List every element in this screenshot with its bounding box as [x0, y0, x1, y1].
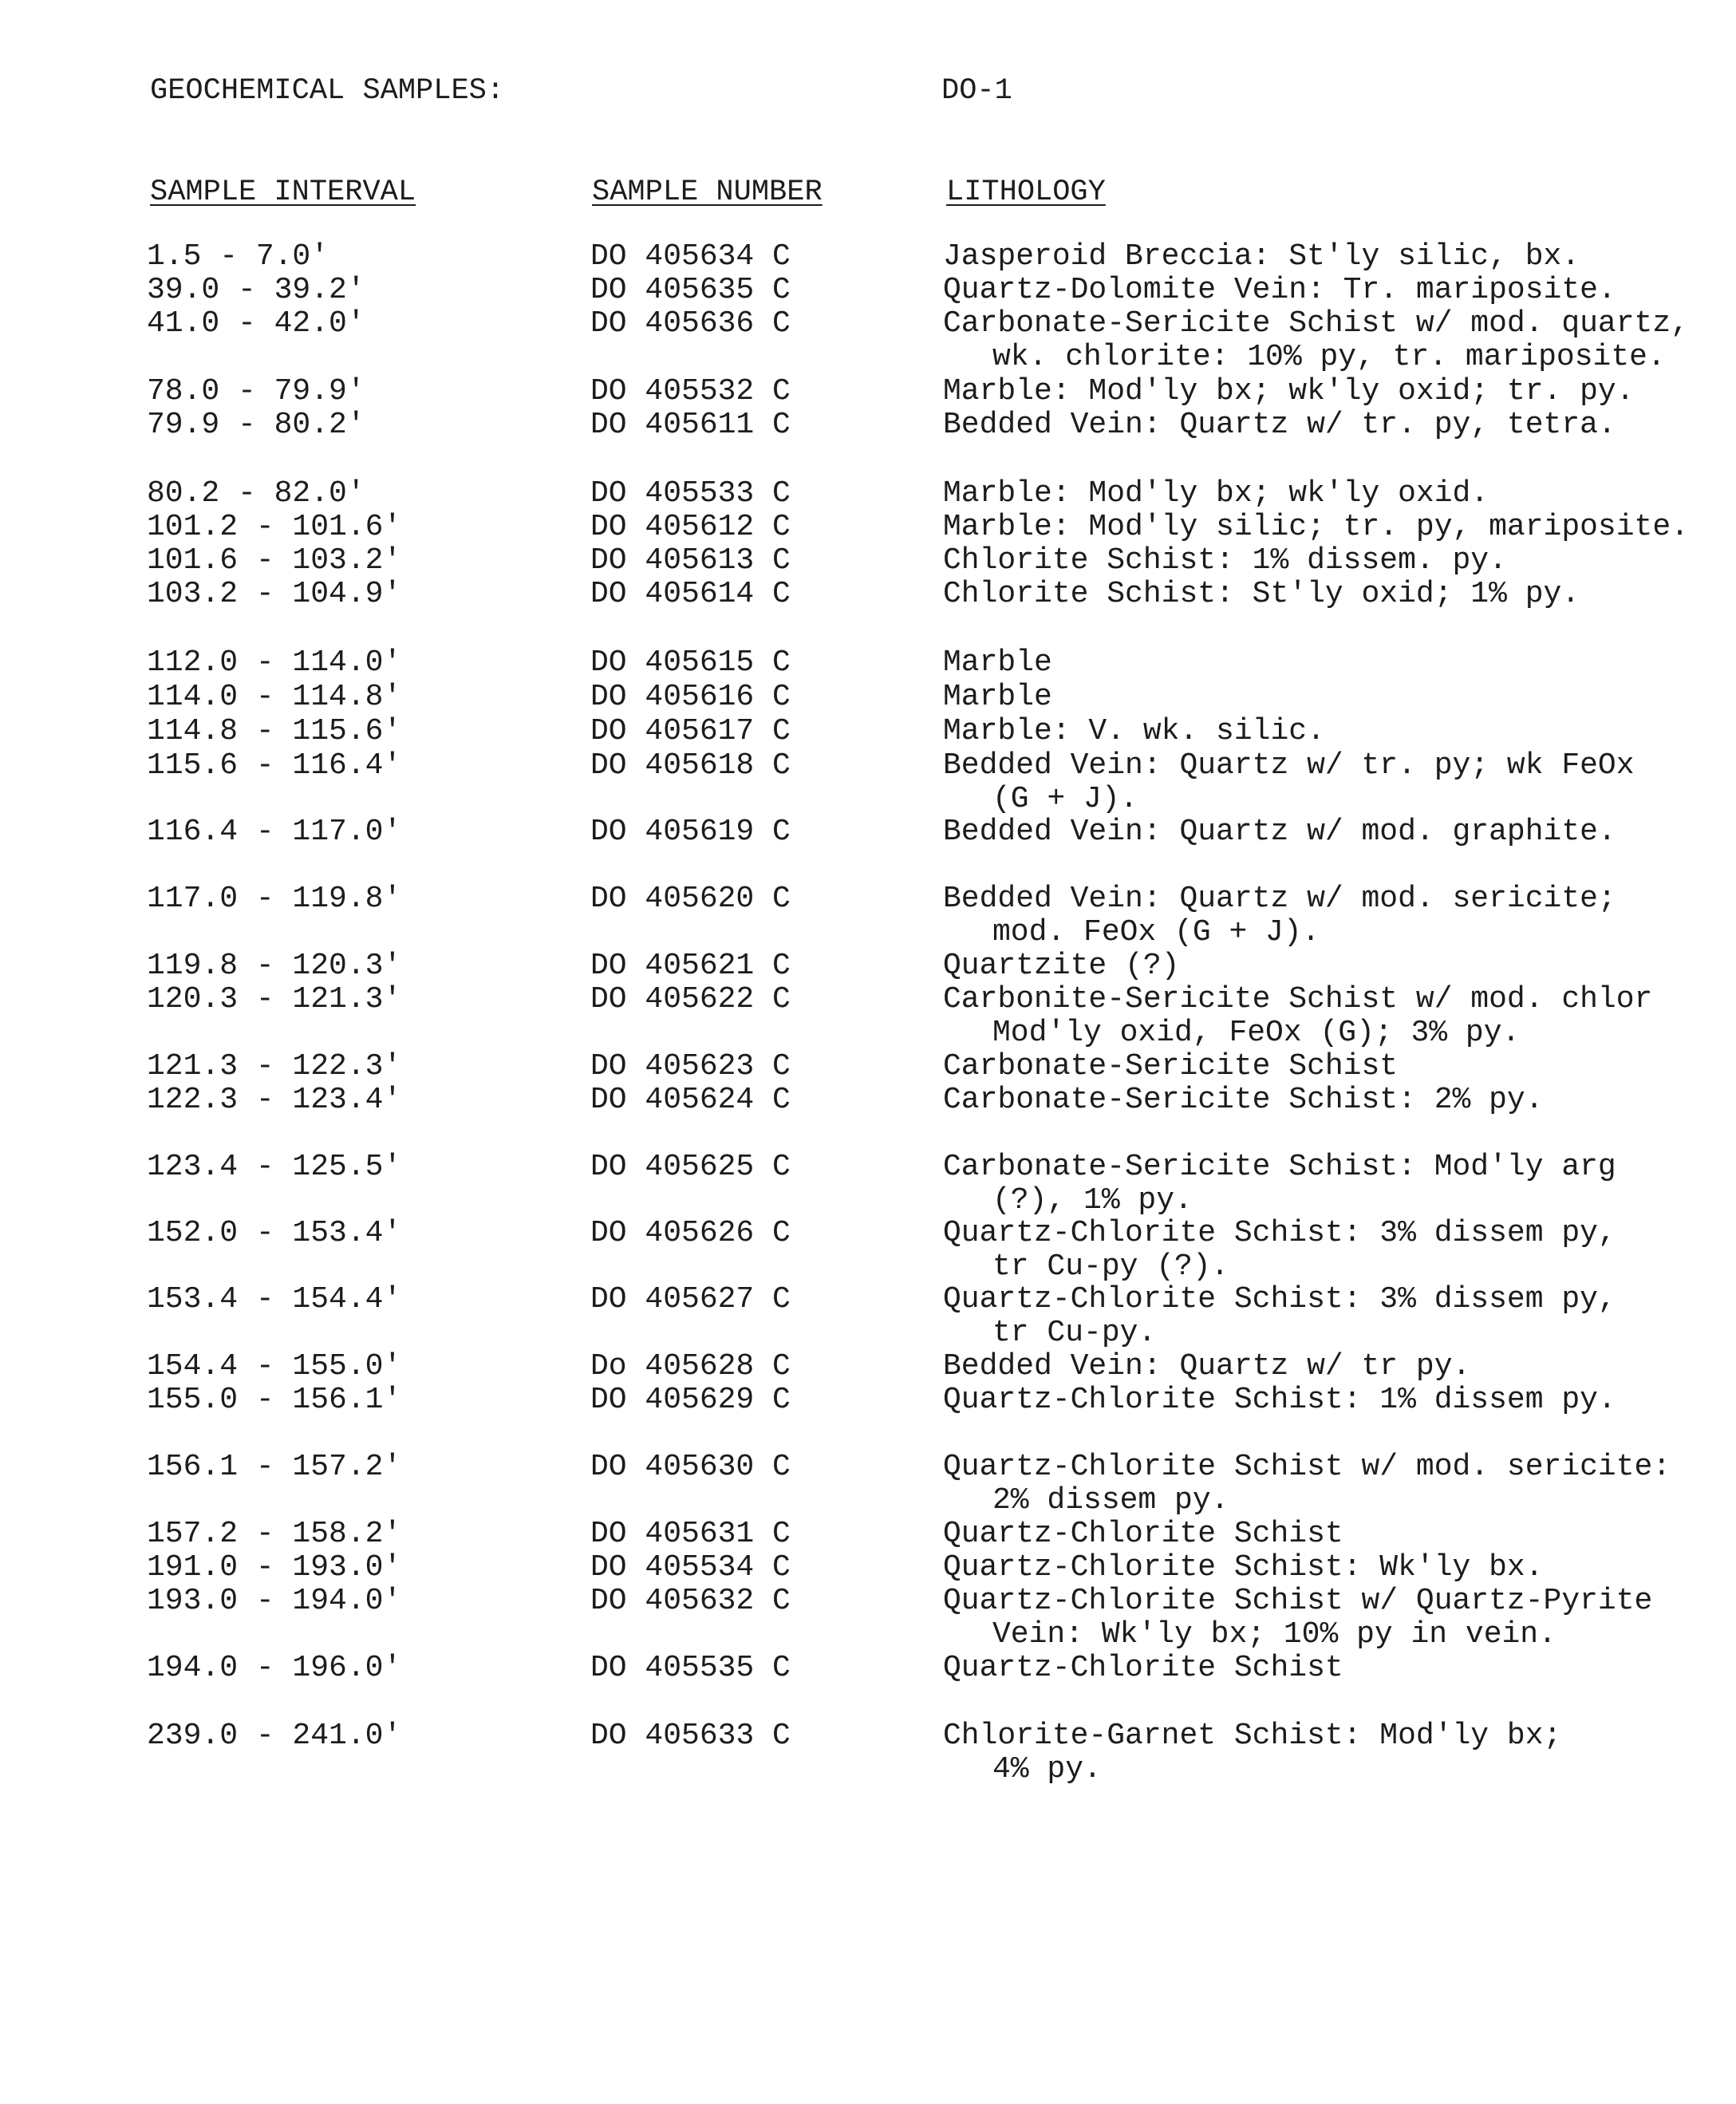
sample-number: Do 405628 C [590, 1349, 791, 1384]
sample-number: DO 405613 C [590, 543, 791, 578]
sample-interval: 191.0 - 193.0' [147, 1550, 402, 1585]
lithology-line: Carbonate-Sericite Schist [943, 1049, 1399, 1084]
lithology-continuation: wk. chlorite: 10% py, tr. mariposite. [992, 340, 1666, 374]
lithology-continuation: mod. FeOx (G + J). [992, 915, 1320, 949]
sample-lithology [943, 1084, 1544, 1117]
sample-lithology [943, 749, 1635, 816]
lithology-line: Quartz-Dolomite Vein: Tr. mariposite. [943, 273, 1616, 307]
sample-lithology [943, 1551, 1544, 1585]
lithology-line: Marble: Mod'ly bx; wk'ly oxid; tr. py. [943, 374, 1635, 409]
sample-interval: 121.3 - 122.3' [147, 1049, 402, 1084]
sample-interval: 154.4 - 155.0' [147, 1349, 402, 1384]
sample-interval: 39.0 - 39.2' [147, 273, 365, 307]
sample-interval: 114.0 - 114.8' [147, 680, 402, 714]
sample-lithology [943, 715, 1325, 748]
lithology-continuation: 2% dissem py. [992, 1483, 1229, 1518]
sample-number: DO 405624 C [590, 1083, 791, 1117]
sample-lithology [943, 1585, 1652, 1652]
sample-lithology [943, 511, 1689, 544]
sample-number: DO 405612 C [590, 510, 791, 544]
lithology-line: Jasperoid Breccia: St'ly silic, bx. [943, 239, 1580, 274]
hole-id: DO-1 [941, 74, 1012, 108]
column-header-interval: SAMPLE INTERVAL [150, 176, 416, 209]
sample-interval: 103.2 - 104.9' [147, 577, 402, 611]
sample-interval: 80.2 - 82.0' [147, 476, 365, 511]
sample-lithology [943, 1283, 1616, 1350]
sample-number: DO 405618 C [590, 748, 791, 783]
sample-lithology [943, 1050, 1398, 1084]
sample-interval: 117.0 - 119.8' [147, 882, 402, 916]
sample-number: DO 405532 C [590, 374, 791, 409]
sample-number: DO 405623 C [590, 1049, 791, 1084]
sample-number: DO 405626 C [590, 1216, 791, 1250]
sample-interval: 79.9 - 80.2' [147, 408, 365, 442]
sample-interval: 157.2 - 158.2' [147, 1517, 402, 1551]
lithology-line: Quartz-Chlorite Schist w/ Quartz-Pyrite [943, 1584, 1653, 1618]
lithology-line: Marble [943, 680, 1052, 714]
sample-lithology [943, 1451, 1671, 1518]
sample-lithology [943, 1518, 1343, 1551]
sample-lithology [943, 240, 1580, 274]
sample-number: DO 405535 C [590, 1651, 791, 1685]
sample-lithology [943, 1652, 1343, 1685]
lithology-line: Quartz-Chlorite Schist [943, 1517, 1343, 1551]
lithology-line: Bedded Vein: Quartz w/ mod. sericite; [943, 882, 1616, 916]
sample-interval: 112.0 - 114.0' [147, 645, 402, 680]
sample-lithology [943, 375, 1635, 409]
sample-lithology [943, 983, 1652, 1050]
sample-lithology [943, 882, 1616, 949]
sample-interval: 155.0 - 156.1' [147, 1383, 402, 1417]
sample-interval: 1.5 - 7.0' [147, 239, 329, 274]
sample-number: DO 405627 C [590, 1282, 791, 1316]
lithology-line: Chlorite Schist: 1% dissem. py. [943, 543, 1507, 578]
lithology-continuation: Vein: Wk'ly bx; 10% py in vein. [992, 1617, 1556, 1652]
sample-interval: 114.8 - 115.6' [147, 714, 402, 748]
sample-interval: 193.0 - 194.0' [147, 1584, 402, 1618]
lithology-line: Chlorite-Garnet Schist: Mod'ly bx; [943, 1719, 1562, 1753]
column-header-number: SAMPLE NUMBER [592, 176, 823, 209]
sample-number: DO 405617 C [590, 714, 791, 748]
lithology-line: Chlorite Schist: St'ly oxid; 1% py. [943, 577, 1580, 611]
lithology-line: Carbonate-Sericite Schist: 2% py. [943, 1083, 1544, 1117]
sample-number: DO 405622 C [590, 982, 791, 1016]
lithology-line: Quartz-Chlorite Schist w/ mod. sericite: [943, 1450, 1671, 1484]
sample-number: DO 405632 C [590, 1584, 791, 1618]
lithology-line: Quartz-Chlorite Schist [943, 1651, 1343, 1685]
sample-lithology [943, 815, 1616, 849]
lithology-line: Carbonate-Sericite Schist: Mod'ly arg [943, 1150, 1616, 1184]
sample-lithology [943, 1217, 1616, 1284]
lithology-line: Marble: V. wk. silic. [943, 714, 1325, 748]
lithology-line: Quartz-Chlorite Schist: 3% dissem py, [943, 1216, 1616, 1250]
sample-interval: 101.2 - 101.6' [147, 510, 402, 544]
sample-number: DO 405625 C [590, 1150, 791, 1184]
lithology-line: Bedded Vein: Quartz w/ mod. graphite. [943, 815, 1616, 849]
sample-number: DO 405635 C [590, 273, 791, 307]
lithology-line: Quartz-Chlorite Schist: 3% dissem py, [943, 1282, 1616, 1316]
lithology-line: Carbonate-Sericite Schist w/ mod. quartz, [943, 306, 1689, 341]
lithology-continuation: (?), 1% py. [992, 1183, 1193, 1218]
sample-number: DO 405615 C [590, 645, 791, 680]
sample-lithology [943, 1151, 1616, 1218]
sample-interval: 120.3 - 121.3' [147, 982, 402, 1016]
sample-number: DO 405621 C [590, 949, 791, 983]
sample-lithology [943, 477, 1489, 511]
sample-lithology [943, 1384, 1616, 1417]
sample-interval: 101.6 - 103.2' [147, 543, 402, 578]
sample-number: DO 405534 C [590, 1550, 791, 1585]
sample-interval: 153.4 - 154.4' [147, 1282, 402, 1316]
lithology-line: Marble: Mod'ly silic; tr. py, mariposite. [943, 510, 1689, 544]
sample-number: DO 405620 C [590, 882, 791, 916]
sample-interval: 194.0 - 196.0' [147, 1651, 402, 1685]
lithology-line: Carbonite-Sericite Schist w/ mod. chlor [943, 982, 1653, 1016]
lithology-line: Bedded Vein: Quartz w/ tr py. [943, 1349, 1471, 1384]
sample-number: DO 405630 C [590, 1450, 791, 1484]
sample-interval: 156.1 - 157.2' [147, 1450, 402, 1484]
sample-number: DO 405636 C [590, 306, 791, 341]
lithology-line: Quartz-Chlorite Schist: 1% dissem py. [943, 1383, 1616, 1417]
lithology-line: Quartzite (?) [943, 949, 1180, 983]
sample-lithology [943, 1350, 1470, 1384]
sample-lithology [943, 949, 1179, 983]
sample-interval: 41.0 - 42.0' [147, 306, 365, 341]
sample-interval: 116.4 - 117.0' [147, 815, 402, 849]
sample-lithology [943, 274, 1616, 307]
lithology-line: Quartz-Chlorite Schist: Wk'ly bx. [943, 1550, 1544, 1585]
sample-lithology [943, 681, 1052, 714]
sample-number: DO 405616 C [590, 680, 791, 714]
column-header-lithology: LITHOLOGY [946, 176, 1106, 209]
lithology-line: Bedded Vein: Quartz w/ tr. py; wk FeOx [943, 748, 1635, 783]
sample-number: DO 405614 C [590, 577, 791, 611]
sample-number: DO 405631 C [590, 1517, 791, 1551]
sample-interval: 239.0 - 241.0' [147, 1719, 402, 1753]
sample-interval: 115.6 - 116.4' [147, 748, 402, 783]
sample-number: DO 405533 C [590, 476, 791, 511]
lithology-continuation: (G + J). [992, 782, 1138, 816]
lithology-continuation: Mod'ly oxid, FeOx (G); 3% py. [992, 1016, 1521, 1050]
lithology-line: Marble: Mod'ly bx; wk'ly oxid. [943, 476, 1489, 511]
lithology-continuation: tr Cu-py (?). [992, 1249, 1229, 1284]
sample-lithology [943, 544, 1507, 578]
sample-lithology [943, 307, 1689, 374]
lithology-line: Bedded Vein: Quartz w/ tr. py, tetra. [943, 408, 1616, 442]
sample-number: DO 405611 C [590, 408, 791, 442]
document-title: GEOCHEMICAL SAMPLES: [150, 74, 505, 108]
lithology-line: Marble [943, 645, 1052, 680]
sample-number: DO 405634 C [590, 239, 791, 274]
sample-lithology [943, 409, 1616, 442]
sample-lithology [943, 1719, 1561, 1786]
sample-interval: 122.3 - 123.4' [147, 1083, 402, 1117]
sample-number: DO 405633 C [590, 1719, 791, 1753]
lithology-continuation: 4% py. [992, 1752, 1102, 1786]
sample-lithology [943, 578, 1580, 611]
lithology-continuation: tr Cu-py. [992, 1316, 1157, 1350]
sample-interval: 123.4 - 125.5' [147, 1150, 402, 1184]
sample-interval: 119.8 - 120.3' [147, 949, 402, 983]
sample-number: DO 405619 C [590, 815, 791, 849]
sample-number: DO 405629 C [590, 1383, 791, 1417]
sample-interval: 78.0 - 79.9' [147, 374, 365, 409]
sample-lithology [943, 646, 1052, 680]
sample-interval: 152.0 - 153.4' [147, 1216, 402, 1250]
